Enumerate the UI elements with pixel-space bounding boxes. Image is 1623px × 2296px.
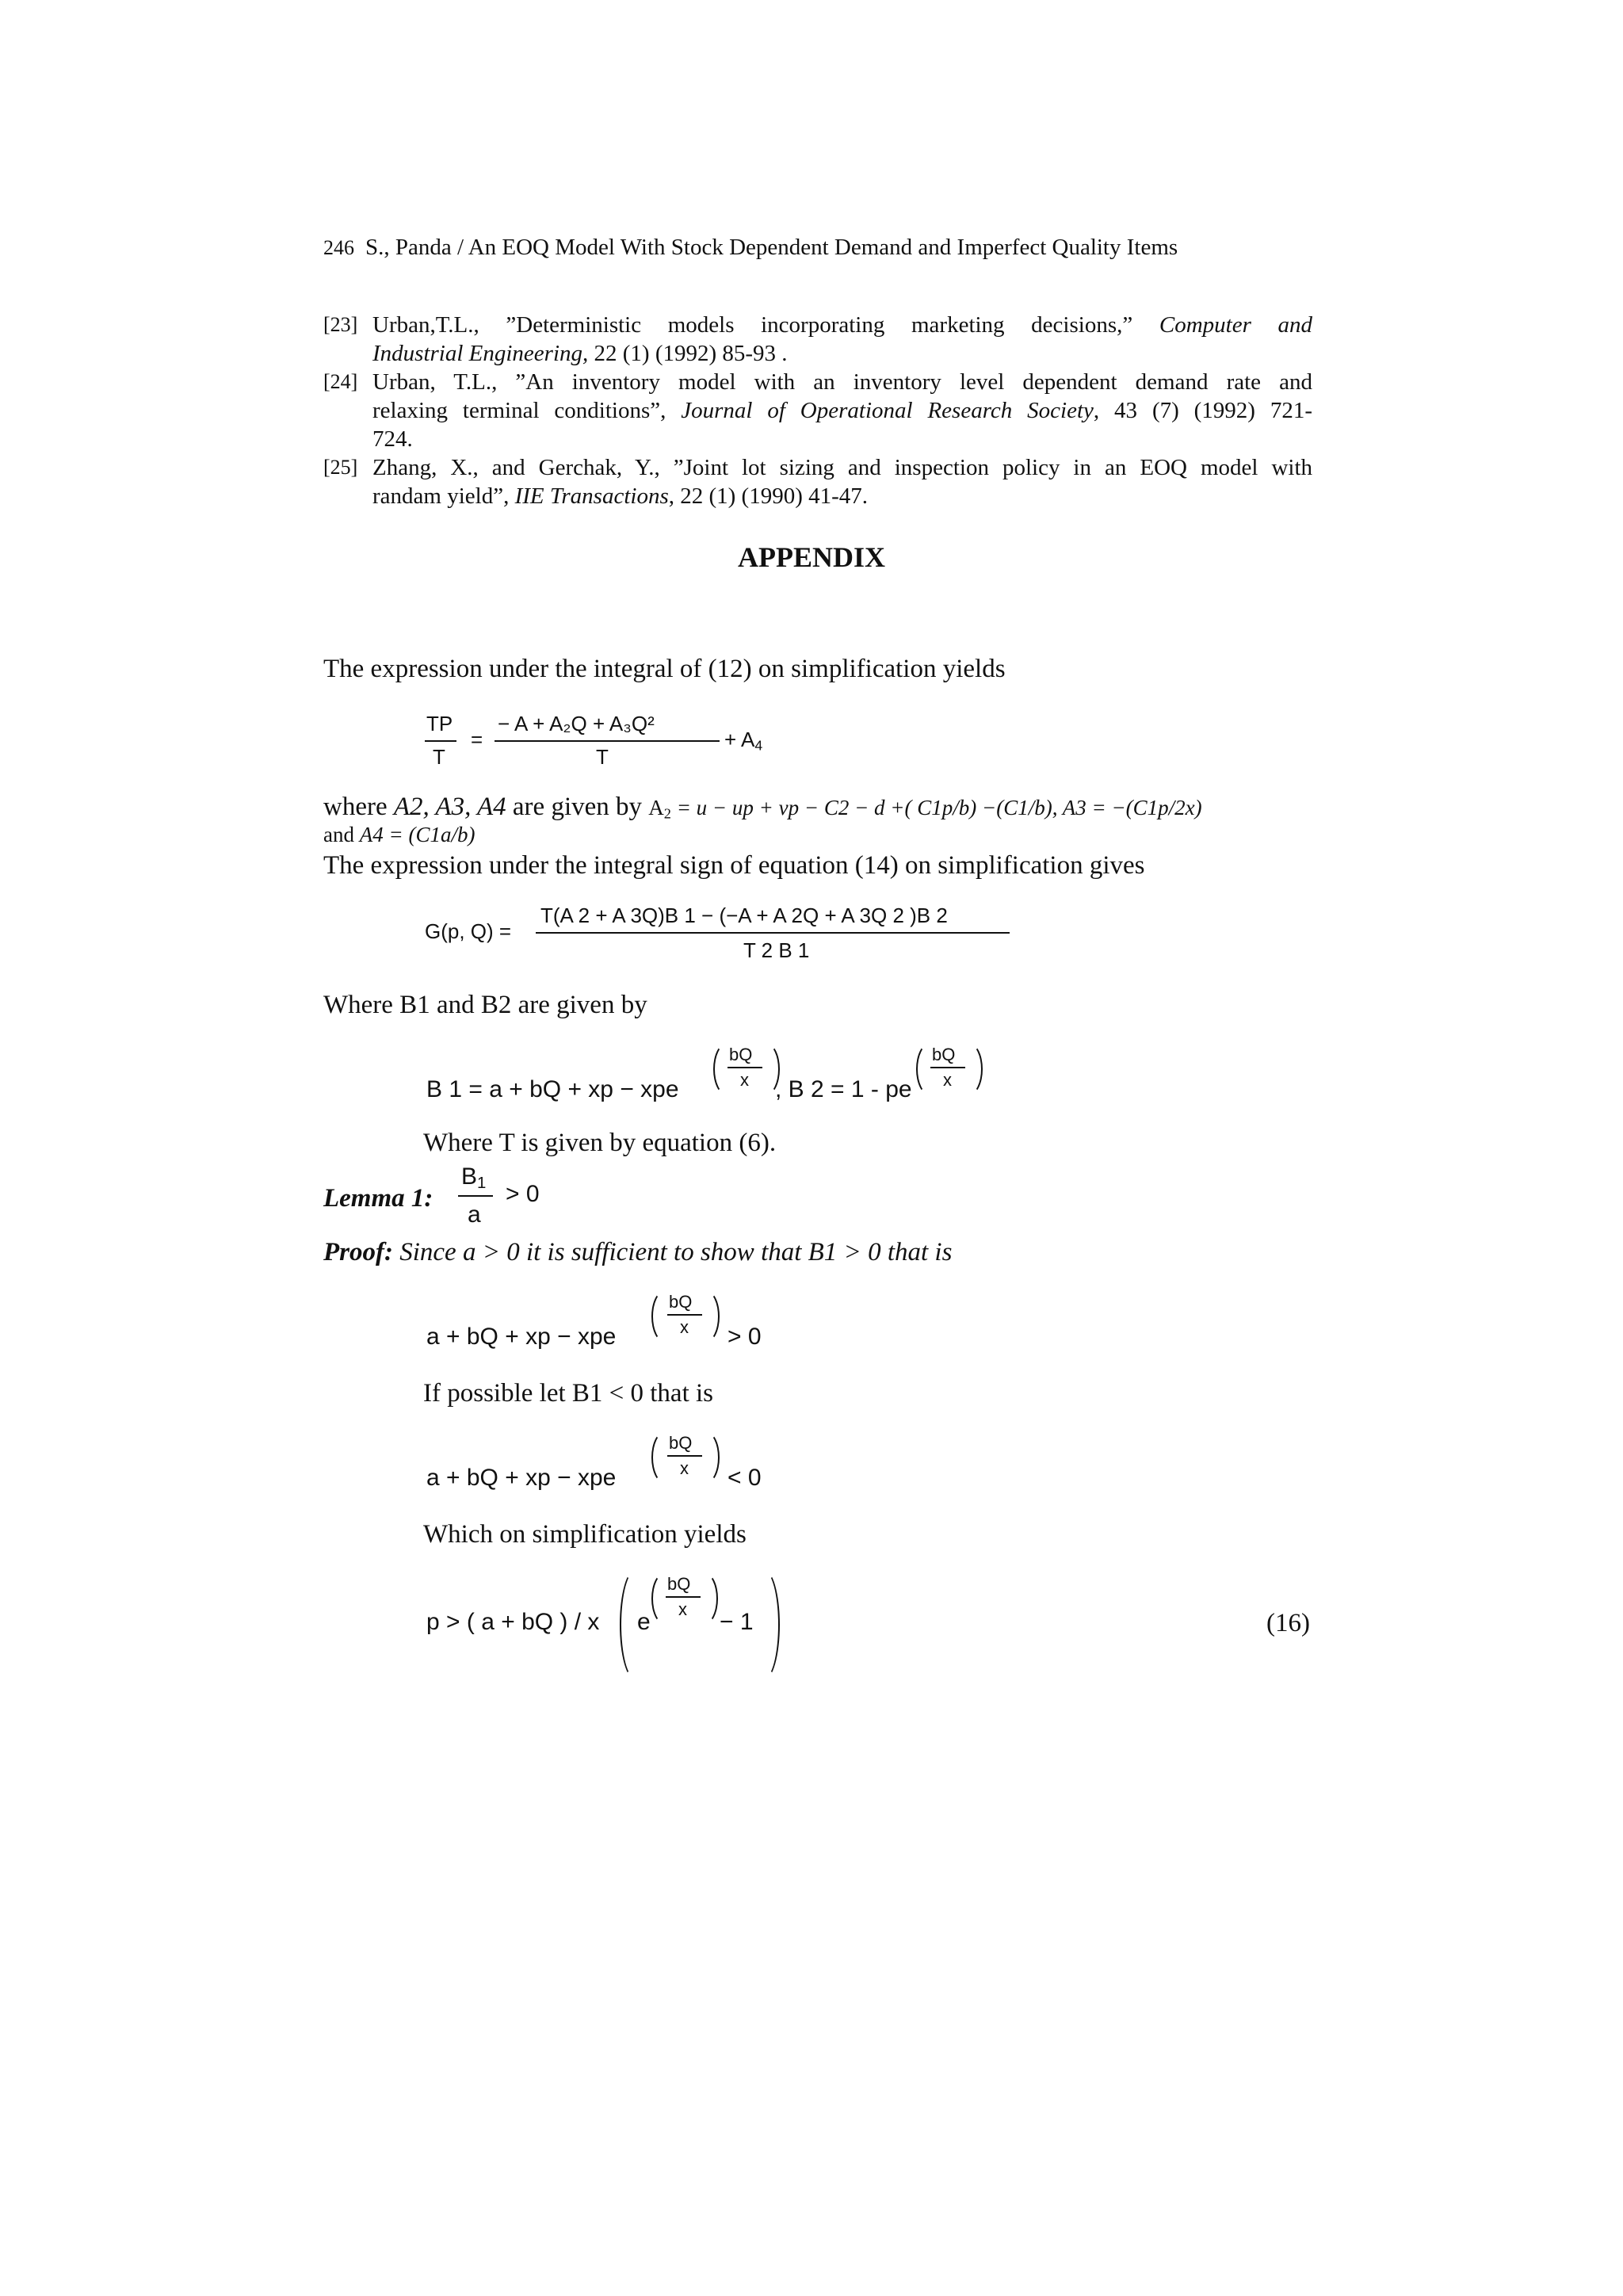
math-x: x xyxy=(943,1070,952,1090)
proof-line: Proof: Since a > 0 it is sufficient to show that B1 > 0 that is xyxy=(323,1238,953,1266)
math-e: e xyxy=(637,1609,651,1635)
if-possible-line: If possible let B1 < 0 that is xyxy=(423,1379,713,1408)
math-x: x xyxy=(680,1458,689,1478)
math-gt0: > 0 xyxy=(727,1324,762,1350)
big-right-paren xyxy=(748,1569,780,1680)
where-t-paragraph: Where T is given by equation (6). xyxy=(423,1129,777,1157)
equation-number: (16) xyxy=(1266,1609,1310,1637)
page-number: 246 xyxy=(323,236,354,259)
reference-text: 724. xyxy=(372,426,413,452)
running-header xyxy=(323,235,1178,261)
math-b1-expr: B 1 = a + bQ + xp − xpe xyxy=(426,1076,679,1102)
math-bq: bQ xyxy=(667,1574,691,1594)
math-inequality-lhs: a + bQ + xp − xpe xyxy=(426,1324,617,1350)
math-numerator: − A + A₂Q + A₃Q² xyxy=(498,712,655,735)
reference-journal: Journal of Operational Research Society xyxy=(681,398,1094,423)
right-paren xyxy=(693,1431,720,1484)
reference-text: relaxing terminal conditions”, xyxy=(372,398,682,423)
fraction-bar xyxy=(536,932,1010,934)
math-b1: $B_1$ xyxy=(461,1163,487,1193)
math-denominator: T 2 B 1 xyxy=(743,938,810,962)
reference-text: randam yield”, xyxy=(372,483,515,509)
intro-paragraph: The expression under the integral of (12) on simplification yields xyxy=(323,655,1006,683)
reference-number: [24] xyxy=(323,370,358,393)
reference-number: [23] xyxy=(323,313,358,336)
math-bq: bQ xyxy=(729,1045,753,1064)
reference-journal: Industrial Engineering, xyxy=(372,341,589,366)
reference-text: , 22 (1) (1990) 41-47. xyxy=(668,483,869,509)
right-paren xyxy=(956,1043,983,1095)
math-inequality-lhs: a + bQ + xp − xpe xyxy=(426,1465,617,1491)
reference-text: Urban,T.L., ”Deterministic models incorporating marketing decisions,” xyxy=(372,312,1159,338)
math-bq: bQ xyxy=(669,1292,693,1312)
right-paren xyxy=(693,1290,720,1343)
math-tp: TP xyxy=(426,712,453,735)
and-a4-line: and A4 = (C1a/b) xyxy=(323,823,475,846)
math-equals: = xyxy=(471,728,483,751)
right-paren xyxy=(691,1572,718,1625)
math-t: T xyxy=(596,745,609,769)
math-gt0: > 0 xyxy=(506,1181,540,1207)
which-simplification-line: Which on simplification yields xyxy=(423,1520,747,1549)
math-p-gt: p > ( a + bQ ) / x xyxy=(426,1609,600,1635)
reference-item xyxy=(323,311,1312,368)
running-title: S., Panda / An EOQ Model With Stock Dependent Demand and Imperfect Quality Items xyxy=(365,235,1178,260)
math-bq: bQ xyxy=(669,1433,693,1453)
reference-text: 22 (1) (1992) 85-93 . xyxy=(588,341,788,366)
reference-journal: IIE Transactions xyxy=(514,483,669,509)
math-x: x xyxy=(740,1070,749,1090)
reference-text: Urban, T.L., ”An inventory model with an inventory level dependent demand rate and xyxy=(372,369,1312,395)
math-plus-a4: + $A_4$ xyxy=(724,728,763,754)
math-t: T xyxy=(433,745,445,769)
reference-text: , 43 (7) (1992) 721- xyxy=(1093,398,1313,423)
math-minus1: − 1 xyxy=(720,1609,754,1635)
reference-text: Zhang, X., and Gerchak, Y., ”Joint lot sizing and inspection policy in an EOQ model with xyxy=(372,455,1312,480)
math-a: a xyxy=(468,1201,481,1228)
math-b2-expr: , B 2 = 1 - pe xyxy=(775,1076,912,1102)
integral-sign-paragraph: The expression under the integral sign of equation (14) on simplification gives xyxy=(323,851,1145,880)
reference-list xyxy=(323,311,1312,510)
math-x: x xyxy=(678,1599,687,1619)
lemma-label: Lemma 1: xyxy=(323,1184,433,1213)
appendix-heading: APPENDIX xyxy=(738,541,885,573)
fraction-bar xyxy=(495,740,720,742)
where-b-paragraph: Where B1 and B2 are given by xyxy=(323,991,647,1019)
math-x: x xyxy=(680,1317,689,1337)
reference-item xyxy=(323,453,1312,510)
reference-journal: Computer and xyxy=(1159,312,1313,338)
math-numerator: T(A 2 + A 3Q)B 1 − (−A + A 2Q + A 3Q 2 )B 2 xyxy=(540,904,948,927)
fraction-bar xyxy=(458,1195,493,1197)
where-a-line: where A2, A3, A4 are given by $A_2 = u$ − up + vp − C2 − d +( C1p/b) −(C1/b), A3 = −(C1p/2x) xyxy=(323,793,1202,822)
math-bq: bQ xyxy=(932,1045,956,1064)
reference-number: [25] xyxy=(323,456,358,479)
math-lt0: < 0 xyxy=(727,1465,762,1491)
math-gpq: G(p, Q) = xyxy=(425,919,512,943)
fraction-bar xyxy=(425,740,456,742)
reference-item xyxy=(323,368,1312,453)
